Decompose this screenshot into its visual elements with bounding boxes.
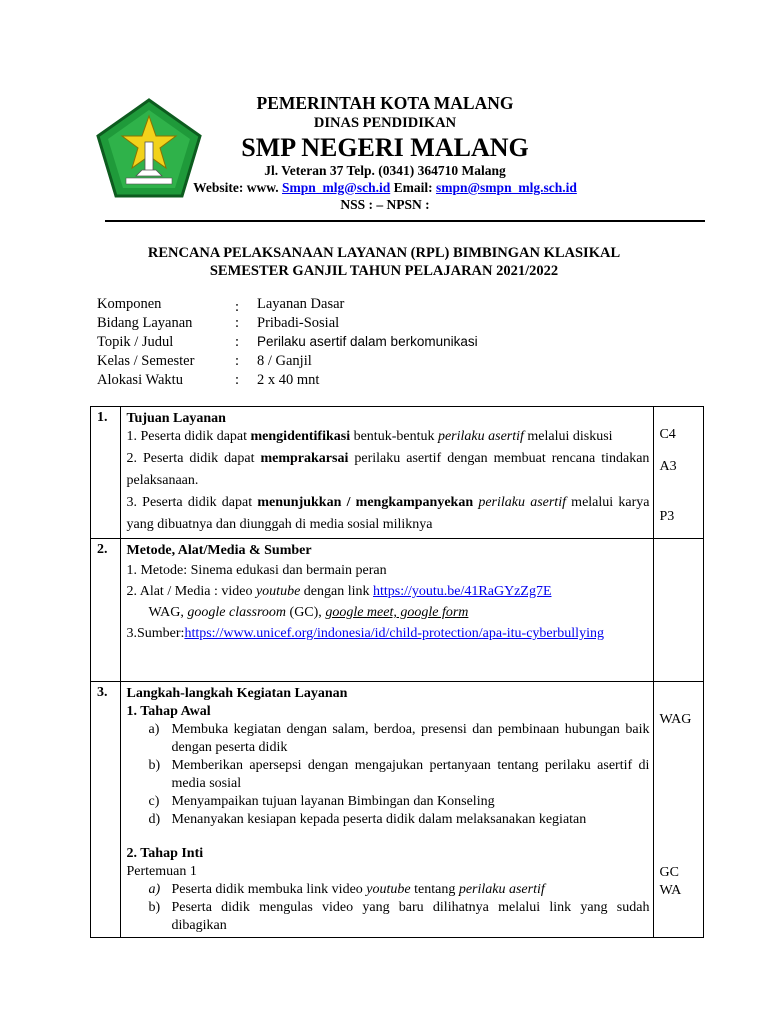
header-school-name: SMP NEGERI MALANG xyxy=(241,133,529,162)
media-wag: WAG xyxy=(659,712,692,727)
table-row xyxy=(91,682,704,938)
list-item xyxy=(126,721,649,757)
media-gc: GC xyxy=(659,865,679,880)
media-term: youtube xyxy=(255,584,301,599)
media-text: dengan link xyxy=(300,584,374,599)
goal-text: 2. Peserta didik dapat xyxy=(126,451,261,466)
list-item xyxy=(126,793,649,811)
list-item xyxy=(126,881,649,899)
info-value: Layanan Dasar xyxy=(257,296,345,312)
level-a3: A3 xyxy=(659,459,677,474)
goal-item xyxy=(126,448,649,492)
goal-text: 1. Peserta didik dapat xyxy=(126,429,251,444)
stage-heading: 2. Tahap Inti xyxy=(126,846,204,861)
table-row xyxy=(91,407,704,539)
unicef-link[interactable]: https://www.unicef.org/indonesia/id/child-protection/apa-itu-cyberbullying xyxy=(184,626,604,641)
website-link[interactable]: Smpn_mlg@sch.id xyxy=(282,180,391,195)
list-text: tentang xyxy=(410,882,459,897)
level-p3: P3 xyxy=(659,509,675,524)
header-government: PEMERINTAH KOTA MALANG xyxy=(256,93,514,113)
goal-keyword: menunjukkan / mengkampanyekan xyxy=(257,495,474,510)
header-divider xyxy=(105,220,705,222)
rpl-table xyxy=(90,406,704,938)
list-item xyxy=(126,899,649,935)
list-item xyxy=(126,757,649,793)
source-label: 3.Sumber: xyxy=(126,626,185,641)
list-text: Peserta didik membuka link video xyxy=(171,882,367,897)
section-heading: Langkah-langkah Kegiatan Layanan xyxy=(126,686,348,701)
meeting-label: Pertemuan 1 xyxy=(126,864,197,879)
list-text: Membuka kegiatan dengan salam, berdoa, presensi dan pembinaan hubungan baik dengan peserta didik xyxy=(171,722,650,755)
goal-text: bentuk-bentuk xyxy=(350,429,438,444)
section-number: 1. xyxy=(91,407,121,539)
info-label: Topik / Judul xyxy=(97,334,174,350)
goal-text: melalui diskusi xyxy=(523,429,613,444)
info-label: Bidang Layanan xyxy=(97,315,193,331)
list-text: Peserta didik mengulas video yang baru dilihatnya melalui link yang sudah dibagikan xyxy=(171,900,650,933)
goal-item xyxy=(126,428,649,446)
section-methods xyxy=(121,539,654,682)
method-line: 1. Metode: Sinema edukasi dan bermain peran xyxy=(126,563,387,578)
header-contact xyxy=(160,180,610,196)
level-c4: C4 xyxy=(659,427,676,442)
media-line xyxy=(126,581,649,602)
email-link[interactable]: smpn@smpn_mlg.sch.id xyxy=(435,180,577,195)
goal-text: perilaku asertif dengan membuat rencana tindakan pelaksanaan. xyxy=(126,451,650,488)
email-label: Email: xyxy=(393,180,433,195)
header-department: DINAS PENDIDIKAN xyxy=(313,115,457,131)
header-nss: NSS : – NPSN : xyxy=(340,197,430,212)
info-colon: : xyxy=(235,372,240,388)
media-term: google meet, google form xyxy=(325,605,469,620)
section-goals xyxy=(121,407,654,539)
section-number: 3. xyxy=(91,682,121,938)
list-marker: a) xyxy=(148,882,161,897)
list-text: Menanyakan kesiapan kepada peserta didik dalam melaksanakan kegiatan xyxy=(171,812,587,827)
info-value: Pribadi-Sosial xyxy=(257,315,340,331)
document-title: RENCANA PELAKSANAAN LAYANAN (RPL) BIMBINGAN KLASIKAL xyxy=(147,245,621,261)
info-value: 2 x 40 mnt xyxy=(257,372,320,388)
goal-text: 3. Peserta didik dapat xyxy=(126,495,258,510)
info-colon: : xyxy=(235,315,240,331)
section-steps xyxy=(121,682,654,938)
document-subtitle: SEMESTER GANJIL TAHUN PELAJARAN 2021/2022 xyxy=(209,263,559,279)
list-marker: b) xyxy=(148,758,161,773)
media-text: (GC), xyxy=(286,605,326,620)
source-line xyxy=(126,623,649,644)
list-item xyxy=(126,811,649,829)
list-text: Menyampaikan tujuan layanan Bimbingan dan Konseling xyxy=(171,794,495,809)
stage-heading: 1. Tahap Awal xyxy=(126,704,211,719)
section-heading: Tujuan Layanan xyxy=(126,411,226,426)
step-media xyxy=(654,682,704,938)
header-address: Jl. Veteran 37 Telp. (0341) 364710 Malang xyxy=(264,163,506,178)
youtube-link[interactable]: https://youtu.be/41RaGYzZg7E xyxy=(373,584,552,599)
list-text: Memberikan apersepsi dengan mengajukan pertanyaan tentang perilaku asertif di media sosial xyxy=(171,758,650,791)
table-row xyxy=(91,539,704,682)
list-term: perilaku asertif xyxy=(458,882,545,897)
side-empty xyxy=(654,539,704,682)
goal-keyword: mengidentifikasi xyxy=(250,429,351,444)
list-term: youtube xyxy=(366,882,411,897)
info-label: Alokasi Waktu xyxy=(97,372,183,388)
goal-item xyxy=(126,492,649,536)
info-value: 8 / Ganjil xyxy=(257,353,312,369)
media-line xyxy=(126,602,649,623)
goal-term: perilaku asertif xyxy=(437,429,524,444)
media-term: google classroom xyxy=(187,605,287,620)
info-label: Komponen xyxy=(97,296,162,312)
goal-term: perilaku asertif xyxy=(478,495,566,510)
section-number: 2. xyxy=(91,539,121,682)
info-colon: : xyxy=(235,299,240,315)
website-label: Website: www. xyxy=(193,180,279,195)
goal-levels xyxy=(654,407,704,539)
goal-keyword: memprakarsai xyxy=(260,451,349,466)
goal-text: melalui karya yang dibuatnya dan diunggah di media sosial miliknya xyxy=(126,495,650,532)
media-wa: WA xyxy=(659,883,682,898)
list-marker: d) xyxy=(148,812,161,827)
info-colon: : xyxy=(235,334,240,350)
list-marker: c) xyxy=(148,794,160,809)
info-label: Kelas / Semester xyxy=(97,353,195,369)
media-text: WAG, xyxy=(148,605,188,620)
info-value: Perilaku asertif dalam berkomunikasi xyxy=(257,334,478,349)
info-colon: : xyxy=(235,353,240,369)
section-heading: Metode, Alat/Media & Sumber xyxy=(126,543,312,558)
list-marker: b) xyxy=(148,900,161,915)
list-marker: a) xyxy=(148,722,160,737)
media-text: 2. Alat / Media : video xyxy=(126,584,256,599)
